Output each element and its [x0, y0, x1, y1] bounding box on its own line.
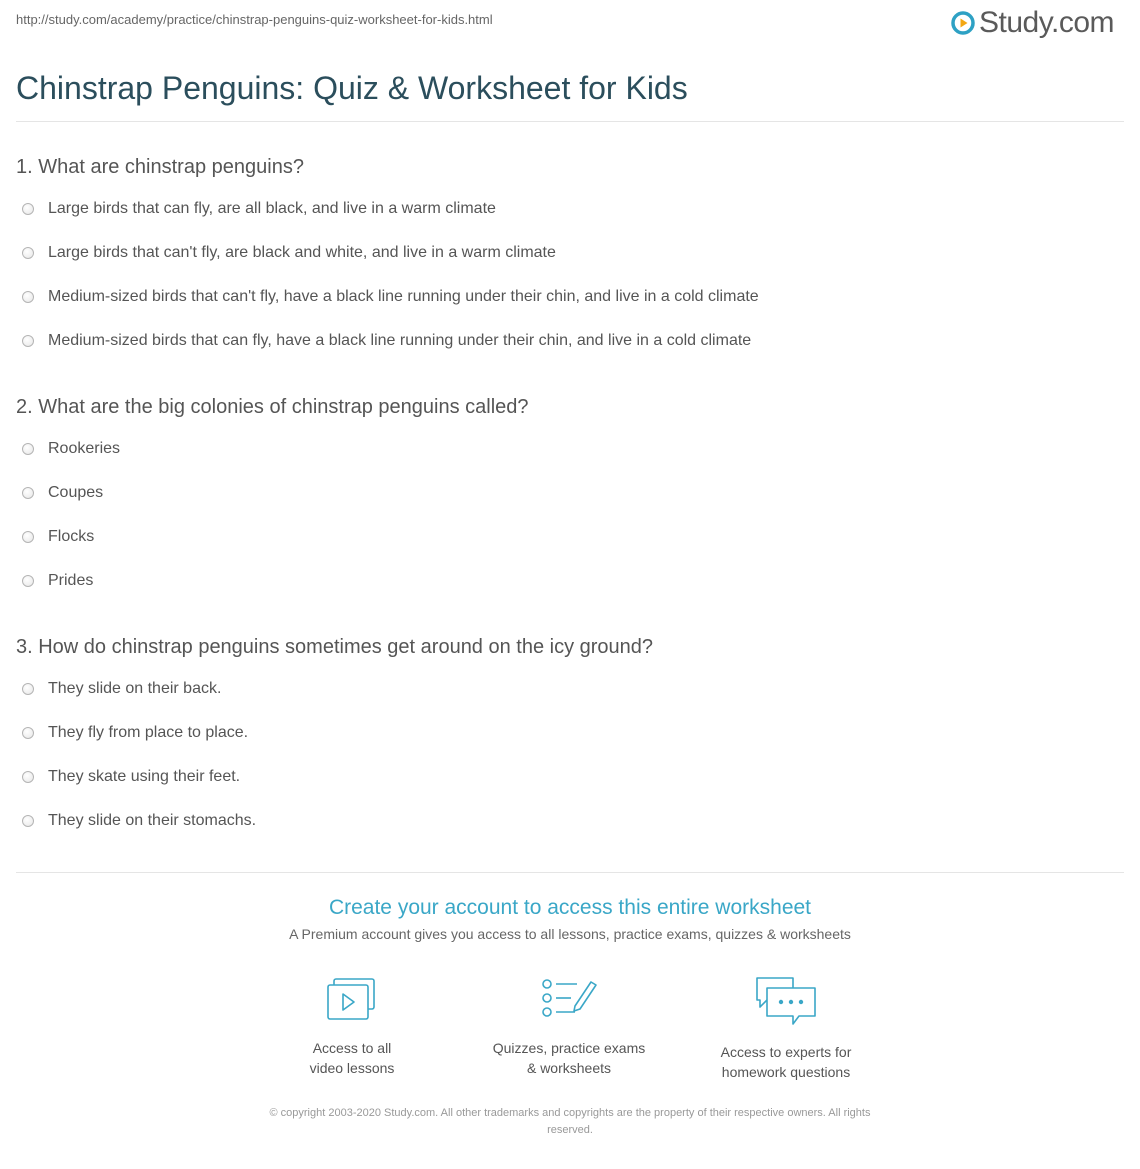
radio-button[interactable] — [22, 531, 34, 543]
radio-button[interactable] — [22, 443, 34, 455]
feature-label-line1: Access to all — [312, 1040, 392, 1056]
question-1-option-3[interactable] — [22, 288, 759, 306]
option-label: They fly from place to place. — [48, 724, 249, 741]
question-3-option-3[interactable] — [22, 768, 240, 786]
radio-button[interactable] — [22, 203, 34, 215]
option-label: Flocks — [48, 528, 95, 545]
question-2: 2. What are the big colonies of chinstrap penguins called? — [16, 396, 529, 418]
feature-label-line2: & worksheets — [526, 1060, 612, 1076]
create-account-link[interactable]: Create your account to access this entire worksheet — [328, 896, 812, 919]
feature-label-line2: homework questions — [721, 1064, 851, 1080]
option-label: Prides — [48, 572, 94, 589]
option-label: Large birds that can fly, are all black, and live in a warm climate — [48, 200, 496, 217]
question-3-option-4[interactable] — [22, 812, 256, 830]
question-2-option-3[interactable] — [22, 528, 94, 546]
feature-quizzes — [469, 976, 669, 1078]
question-1-option-1[interactable] — [22, 200, 496, 218]
radio-button[interactable] — [22, 575, 34, 587]
title-divider — [16, 121, 1124, 122]
radio-button[interactable] — [22, 815, 34, 827]
radio-button[interactable] — [22, 487, 34, 499]
option-label: Medium-sized birds that can't fly, have a black line running under their chin, and live in a cold climate — [48, 288, 759, 305]
question-2-option-4[interactable] — [22, 572, 93, 590]
option-label: They slide on their back. — [48, 680, 222, 697]
question-1-option-4[interactable] — [22, 332, 751, 350]
radio-button[interactable] — [22, 335, 34, 347]
option-label: Large birds that can't fly, are black and white, and live in a warm climate — [48, 244, 556, 261]
question-1: 1. What are chinstrap penguins? — [16, 156, 304, 178]
quiz-checklist-icon — [539, 976, 599, 1024]
feature-video-lessons — [252, 976, 452, 1078]
radio-button[interactable] — [22, 771, 34, 783]
question-2-option-1[interactable] — [22, 440, 120, 458]
video-lessons-icon — [324, 976, 380, 1024]
feature-label-line1: Quizzes, practice exams — [492, 1040, 646, 1056]
play-circle-icon — [951, 11, 975, 35]
feature-experts — [686, 976, 886, 1082]
radio-button[interactable] — [22, 247, 34, 259]
question-3-option-1[interactable] — [22, 680, 221, 698]
feature-label-line1: Access to experts for — [720, 1044, 852, 1060]
question-1-option-2[interactable] — [22, 244, 556, 262]
option-label: Medium-sized birds that can fly, have a black line running under their chin, and live in a cold climate — [48, 332, 752, 349]
option-label: They skate using their feet. — [48, 768, 241, 785]
question-3: 3. How do chinstrap penguins sometimes get around on the icy ground? — [16, 636, 654, 658]
chat-bubbles-icon — [753, 976, 819, 1028]
question-3-option-2[interactable] — [22, 724, 248, 742]
copyright-line1: © copyright 2003-2020 Study.com. All other trademarks and copyrights are the property of their respective owners. All rights — [269, 1107, 871, 1119]
radio-button[interactable] — [22, 683, 34, 695]
option-label: They slide on their stomachs. — [48, 812, 257, 829]
page-url: http://study.com/academy/practice/chinstrap-penguins-quiz-worksheet-for-kids.html — [16, 12, 493, 27]
copyright-line2: reserved. — [547, 1124, 593, 1136]
page-title: Chinstrap Penguins: Quiz & Worksheet for Kids — [16, 70, 688, 106]
feature-label-line2: video lessons — [309, 1060, 395, 1076]
cta-subtitle: A Premium account gives you access to all lessons, practice exams, quizzes & worksheets — [289, 926, 851, 942]
copyright-notice — [210, 1105, 930, 1139]
radio-button[interactable] — [22, 291, 34, 303]
study-logo[interactable] — [951, 6, 1114, 40]
option-label: Rookeries — [48, 440, 121, 457]
cta-divider — [16, 872, 1124, 873]
option-label: Coupes — [48, 484, 104, 501]
question-2-option-2[interactable] — [22, 484, 103, 502]
radio-button[interactable] — [22, 727, 34, 739]
logo-text: Study.com — [979, 6, 1114, 39]
